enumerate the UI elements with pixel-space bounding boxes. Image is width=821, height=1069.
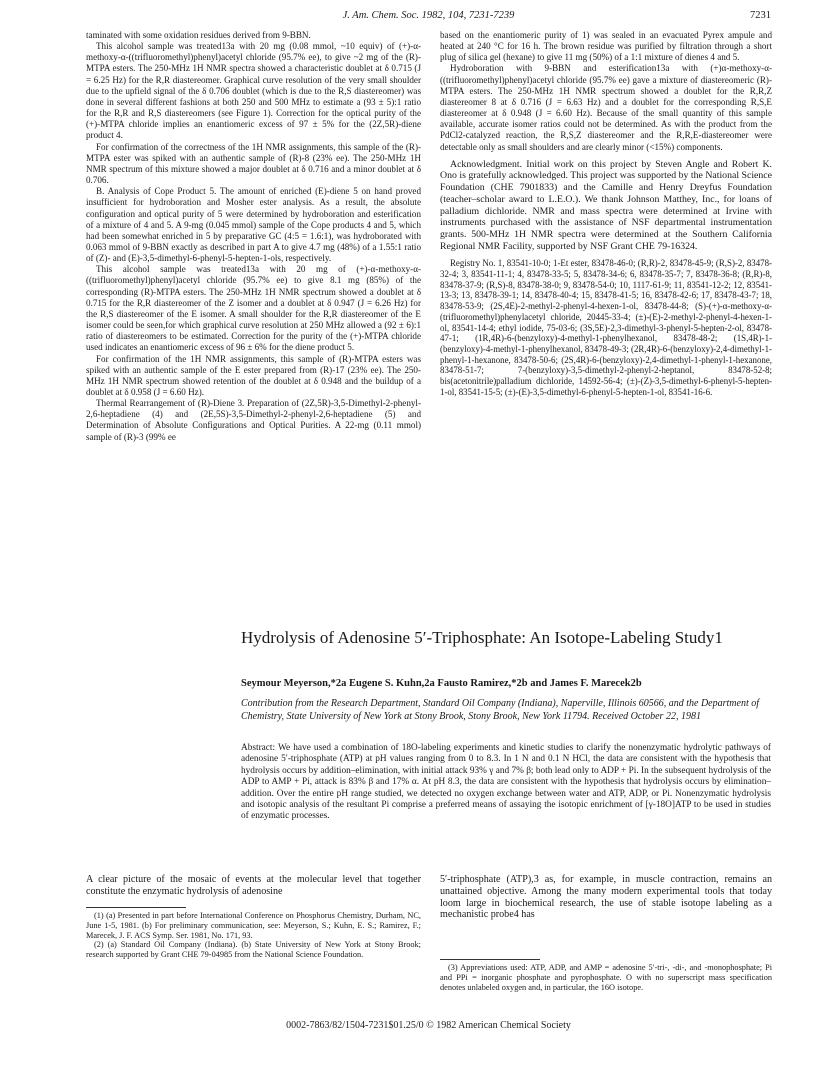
paragraph: For confirmation of the 1H NMR assignments, this sample of (R)-MTPA esters was spiked with an authentic sample of the E ester prepared from (R)-17 (23% ee). The 250-MHz 1H NMR spectrum showed retention of the doublet at δ 0.948 and the buildup of a doublet at δ 0.958 (J = 6.60 Hz). [86, 353, 421, 397]
acknowledgment: Acknowledgment. Initial work on this project by Steven Angle and Robert K. Ono is gratefully acknowledged. This project was supported by the National Science Foundation (CHE 7901833) and the Camille and Henry Dreyfus Foundation (teacher–scholar award to L.E.O.). We thank Johnson Matthey, Inc., for loans of palladium dichloride. NMR and mass spectra were determined at Irvine with instruments purchased with the assistance of NSF departmental instrumentation grants. 500-MHz 1H NMR spectra were determined at the Southern California Regional NMR Facility, supported by NSF Grant CHE 79-16324. [440, 158, 772, 252]
running-header [86, 10, 771, 21]
footnote-rule [440, 959, 540, 960]
paragraph: Hydroboration with 9-BBN and esterification13a with (+)α-methoxy-α-((trifluoromethyl)phenyl)acetyl chloride (95.7% ee) gave a mixture of diastereomeric (R)-MTPA esters. The 250-MHz 1H NMR spectrum showed a doublet for the R,R,Z diastereomer 8 at δ 0.716 (J = 6.63 Hz) and a doublet for the corresponding R,S,E diastereomer at δ 0.948 (J = 6.60 Hz). Because of the small quantity of this sample available, accurate isomer ratios could not be determined. As with the product from the PdCl2-catalyzed reaction, the R,S,Z diastereomer and the R,R,E-diastereomer were detectable only as small shoulders and are clearly minor (<15%) components. [440, 63, 772, 152]
page-number: 7231 [750, 10, 771, 21]
paragraph: A clear picture of the mosaic of events at the molecular level that together constitute the enzymatic hydrolysis of adenosine [86, 874, 421, 897]
article-authors: Seymour Meyerson,*2a Eugene S. Kuhn,2a Fausto Ramirez,*2b and James F. Marecek2b [241, 678, 642, 689]
footnotes-left [86, 911, 421, 960]
paragraph: B. Analysis of Cope Product 5. The amount of enriched (E)-diene 5 on hand proved insufficient for hydroboration and Mosher ester analysis. As a result, the absolute configuration and optical purity of 5 were determined by hydroboration and esterification of a mixture of 4 and 5. A 9-mg (0.045 mmol) sample of the Cope products 4 and 5, which had been somewhat enriched in 5 by preparative GC (4:5 = 1.6:1), was hydroborated with 0.063 mmol of 9-BBN exactly as described in part A to give 4.7 mg (48%) of a 1.55:1 ratio of (Z)- and (E)-3,5-dimethyl-6-phenyl-5-hepten-1-ols, respectively. [86, 186, 421, 264]
registry-numbers: Registry No. 1, 83541-10-0; 1-Et ester, 83478-46-0; (R,R)-2, 83478-45-9; (R,S)-2, 83478-32-4; 3, 83541-11-1; 4, 83478-33-5; 5, 83478-34-6; 6, 83478-35-7; 7, 83478-36-8; (R,R)-8, 83478-37-9; (R,S)-8, 83478-38-0; 9, 83478-54-0; 10, 1117-61-9; 11, 83541-12-2; 12, 83541-13-3; 13, 83478-39-1; 14, 83478-40-4; 15, 83478-41-5; 16, 83478-42-6; 17, 83478-43-7; 18, 83478-53-9; (2S,4E)-2-methyl-2-phenyl-4-hexen-1-ol, 83478-44-8; (S)-(+)-α-methoxy-α-(trifluoromethyl)phenylacetyl chloride, 20445-33-4; (±)-(E)-2-methyl-2-phenyl-4-hexen-1-ol, 83541-14-4; ethyl iodide, 75-03-6; (3S,5E)-2,3-dimethyl-3-phenyl-5-hepten-2-ol, 83478-47-1; (1R,4R)-6-(benzyloxy)-4-methyl-1-phenylhexanol, 83478-48-2; (1S,4R)-1-(benzyloxy)-4-methyl-1-phenylhexanol, 83478-49-3; (2R,4R)-6-(benzyloxy)-2,4-dimethyl-1-phenyl-1-hexanone, 83478-50-6; (2S,4R)-6-(benzyloxy)-2,4-dimethyl-1-phenyl-1-hexanone, 83478-51-7; 7-(benzyloxy)-3,5-dimethyl-2-phenyl-2-heptanol, 83478-52-8; bis(acetonitrile)palladium dichloride, 14592-56-4; (±)-(Z)-3,5-dimethyl-6-phenyl-5-hepten-1-ol, 83541-15-5; (±)-(E)-3,5-dimethyl-6-phenyl-5-hepten-1-ol, 83541-16-6. [440, 258, 772, 397]
page-footer: 0002-7863/82/1504-7231$01.25/0 © 1982 American Chemical Society [286, 1020, 571, 1031]
article-title: Hydrolysis of Adenosine 5′-Triphosphate: An Isotope-Labeling Study1 [241, 628, 723, 647]
paragraph: based on the enantiomeric purity of 1) was sealed in an evacuated Pyrex ampule and heated at 240 °C for 16 h. The brown residue was purified by filtration through a short plug of silica gel (hexane) to give 11 mg (50%) of a 1:1 mixture of dienes 4 and 5. [440, 30, 772, 63]
footnote: (3) Appreviations used: ATP, ADP, and AMP = adenosine 5′-tri-, -di-, and -monophosphate; Pi and PPi = inorganic phosphate and pyrophosphate. O with no superscript mass specification denotes unlabeled oxygen and, in particular, the 16O isotope. [440, 963, 772, 992]
journal-citation: J. Am. Chem. Soc. 1982, 104, 7231-7239 [342, 10, 515, 21]
right-column [440, 30, 772, 397]
left-column [86, 30, 421, 443]
footnote: (2) (a) Standard Oil Company (Indiana). (b) State University of New York at Stony Brook; research supported by Grant CHE 79-04985 from the National Science Foundation. [86, 940, 421, 960]
footnote: (1) (a) Presented in part before International Conference on Phosphorus Chemistry, Durham, NC, June 1-5, 1981. (b) For preliminary communication, see: Meyerson, S.; Kuhn, E. S.; Ramirez, F.; Marecek, J. F. ACS Symp. Ser. 1981, No. 171, 93. [86, 911, 421, 940]
article-abstract: Abstract: We have used a combination of 18O-labeling experiments and kinetic studies to clarify the nonenzymatic hydrolytic pathways of adenosine 5′-triphosphate (ATP) at pH values ranging from 0 to 8.3. In 1 N and 0.1 N HCl, the data are consistent with the hypothesis that hydrolysis occurs by addition–elimination, with initial attack 93% γ and 7% β; both lead only to ADP + Pi. In the subsequent hydrolysis of the ADP to AMP + Pi, attack is 83% β and 17% α. At pH 8.3, the data are consistent with the hypothesis that hydrolysis occurs by elimination–addition. Over the entire pH range studied, we detected no oxygen exchange between water and ATP, ADP, or Pi. Nonenzymatic hydrolysis and isotopic analysis of the resultant Pi comprise a preferred means of assaying the isotopic enrichment of [γ-18O]ATP to be used in studies of enzymatic processes. [241, 743, 771, 822]
paragraph: Thermal Rearrangement of (R)-Diene 3. Preparation of (2Z,5R)-3,5-Dimethyl-2-phenyl-2,6-heptadiene (4) and (2E,5S)-3,5-Dimethyl-2-phenyl-2,6-heptadiene (5) and Determination of Absolute Configurations and Optical Purities. A 22-mg (0.11 mmol) sample of (R)-3 (99% ee [86, 398, 421, 442]
paragraph: For confirmation of the correctness of the 1H NMR assignments, this sample of the (R)-MTPA ester was spiked with an authentic sample of (R)-8 (23% ee). The 250-MHz 1H NMR spectrum of this mixture showed a major doublet at δ 0.716 and a minor doublet at δ 0.706. [86, 141, 421, 186]
paragraph: taminated with some oxidation residues derived from 9-BBN. [86, 30, 311, 40]
intro-right [440, 874, 772, 921]
footnotes-right [440, 963, 772, 992]
footnote-rule [86, 907, 186, 908]
article-affiliation: Contribution from the Research Department, Standard Oil Company (Indiana), Naperville, Illinois 60566, and the Department of Chemistry, State University of New York at Stony Brook, Stony Brook, New York 11794. Received October 22, 1981 [241, 698, 760, 722]
intro-left [86, 874, 421, 898]
paragraph: This alcohol sample was treated13a with 20 mg of (+)-α-methoxy-α-((trifluoromethyl)phenyl)acetyl chloride (95.7% ee) to give 8.1 mg (85%) of the corresponding (R)-MTPA esters. The 250-MHz 1H NMR spectrum showed a doublet at δ 0.715 for the R,R diastereomer of the Z isomer and a doublet at δ 0.947 (J = 6.26 Hz) for the R,S diastereomer of the E isomer. A small shoulder for the R,R diastereomer of the E isomer could be seen,for which graphical curve resolution at 250 MHz allowed a (92 ± 6):1 ratio of diastereomers to be estimated. Correction for the purity of the (+)-MTPA chloride used indicates an enantiomeric excess of 96 ± 6% for the diene product 5. [86, 264, 421, 353]
paragraph: This alcohol sample was treated13a with 20 mg (0.08 mmol, ~10 equiv) of (+)-α-methoxy-α-((trifluoromethyl)phenyl)acetyl chloride (95.7% ee), to give ~2 mg of the (R)-MTPA esters. The 250-MHz 1H NMR spectra showed a characteristic doublet at δ 0.715 (J = 6.25 Hz) for the R,R diastereomer. Graphical curve resolution of the very small shoulder due to the upfield signal of the δ 0.706 doublet (which is due to the R,S diastereomer) was done in several different fashions at both 250 and 500 MHz to estimate a (93 ± 5):1 ratio for the R,R and R,S diastereomers (see Figure 1). Correction for the optical purity of the (+)-MTPA chloride implies an enantiomeric excess of 97 ± 5% for the (2Z,5R)-diene product 4. [86, 41, 421, 141]
paragraph: 5′-triphosphate (ATP),3 as, for example, in muscle contraction, remains an unattained objective. Among the many modern experimental tools that today loom large in biochemical research, the use of stable isotope labeling as a mechanistic probe4 has [440, 874, 772, 921]
